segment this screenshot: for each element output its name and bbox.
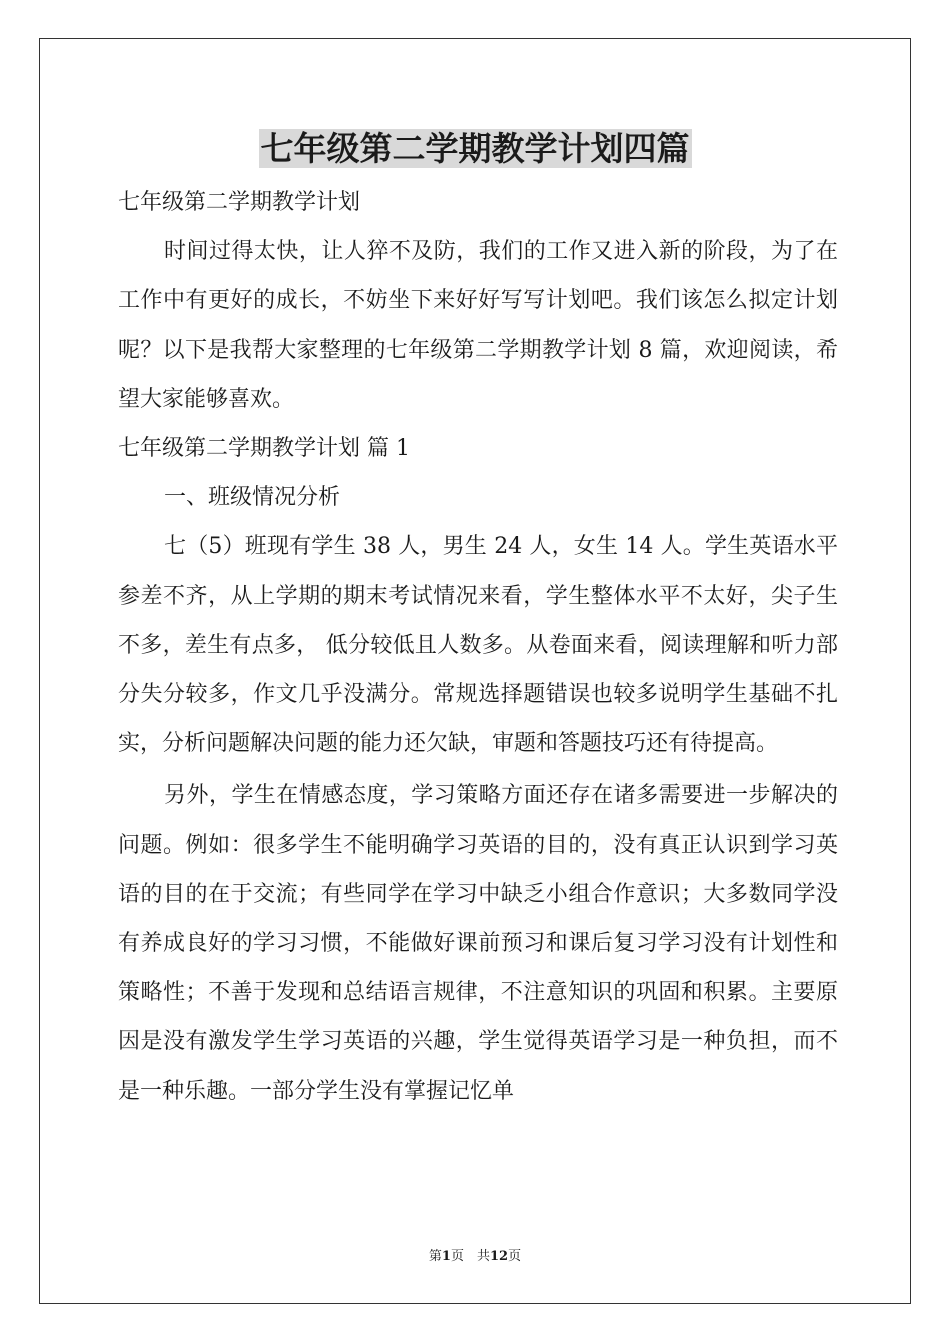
body-paragraph-issues: 另外，学生在情感态度，学习策略方面还存在诸多需要进一步解决的问题。例如：很多学生不能明确学习英语的目的，没有真正认识到学习英语的目的在于交流；有些同学在学习中缺乏小组合作意识；大多数同学没有养成良好的学习习惯，不能做好课前预习和课后复习学习没有计划性和策略性；不善于发现和总结语言规律，不注意知识的巩固和积累。主要原因是没有激发学生学习英语的兴趣，学生觉得英语学习是一种负担，而不是一种乐趣。一部分学生没有掌握记忆单 — [118, 783, 838, 1104]
body-paragraph-class-analysis: 七（5）班现有学生 38 人，男生 24 人，女生 14 人。学生英语水平参差不齐，从上学期的期末考试情况来看，学生整体水平不太好，尖子生不多，差生有点多， 低分较低且人数多。从卷面来看，阅读理解和听力部分失分较多，作文几乎没满分。常规选择题错误也较多说明学生基础不扎实，分析问题解决问题的能力还欠缺，审题和答题技巧还有待提高。 — [118, 534, 838, 757]
footer-page-suffix: 页 — [508, 1249, 522, 1264]
footer-page-prefix: 第 — [428, 1249, 442, 1264]
document-body — [118, 178, 838, 1116]
section-title: 七年级第二学期教学计划 篇 1 — [118, 436, 410, 462]
document-subtitle: 七年级第二学期教学计划 — [118, 190, 361, 215]
intro-paragraph: 时间过得太快，让人猝不及防，我们的工作又进入新的阶段，为了在工作中有更好的成长，不妨坐下来好好写写计划吧。我们该怎么拟定计划呢？以下是我帮大家整理的七年级第二学期教学计划 8 篇，欢迎阅读，希望大家能够喜欢。 — [118, 239, 838, 412]
page-footer — [0, 1248, 950, 1266]
footer-page-total: 12 — [489, 1249, 509, 1264]
footer-page-current: 1 — [441, 1249, 451, 1264]
footer-page-mid: 页 共 — [450, 1249, 490, 1264]
section-heading: 一、班级情况分析 — [164, 485, 341, 511]
document-title — [0, 126, 950, 172]
document-title-text: 七年级第二学期教学计划四篇 — [260, 129, 690, 168]
